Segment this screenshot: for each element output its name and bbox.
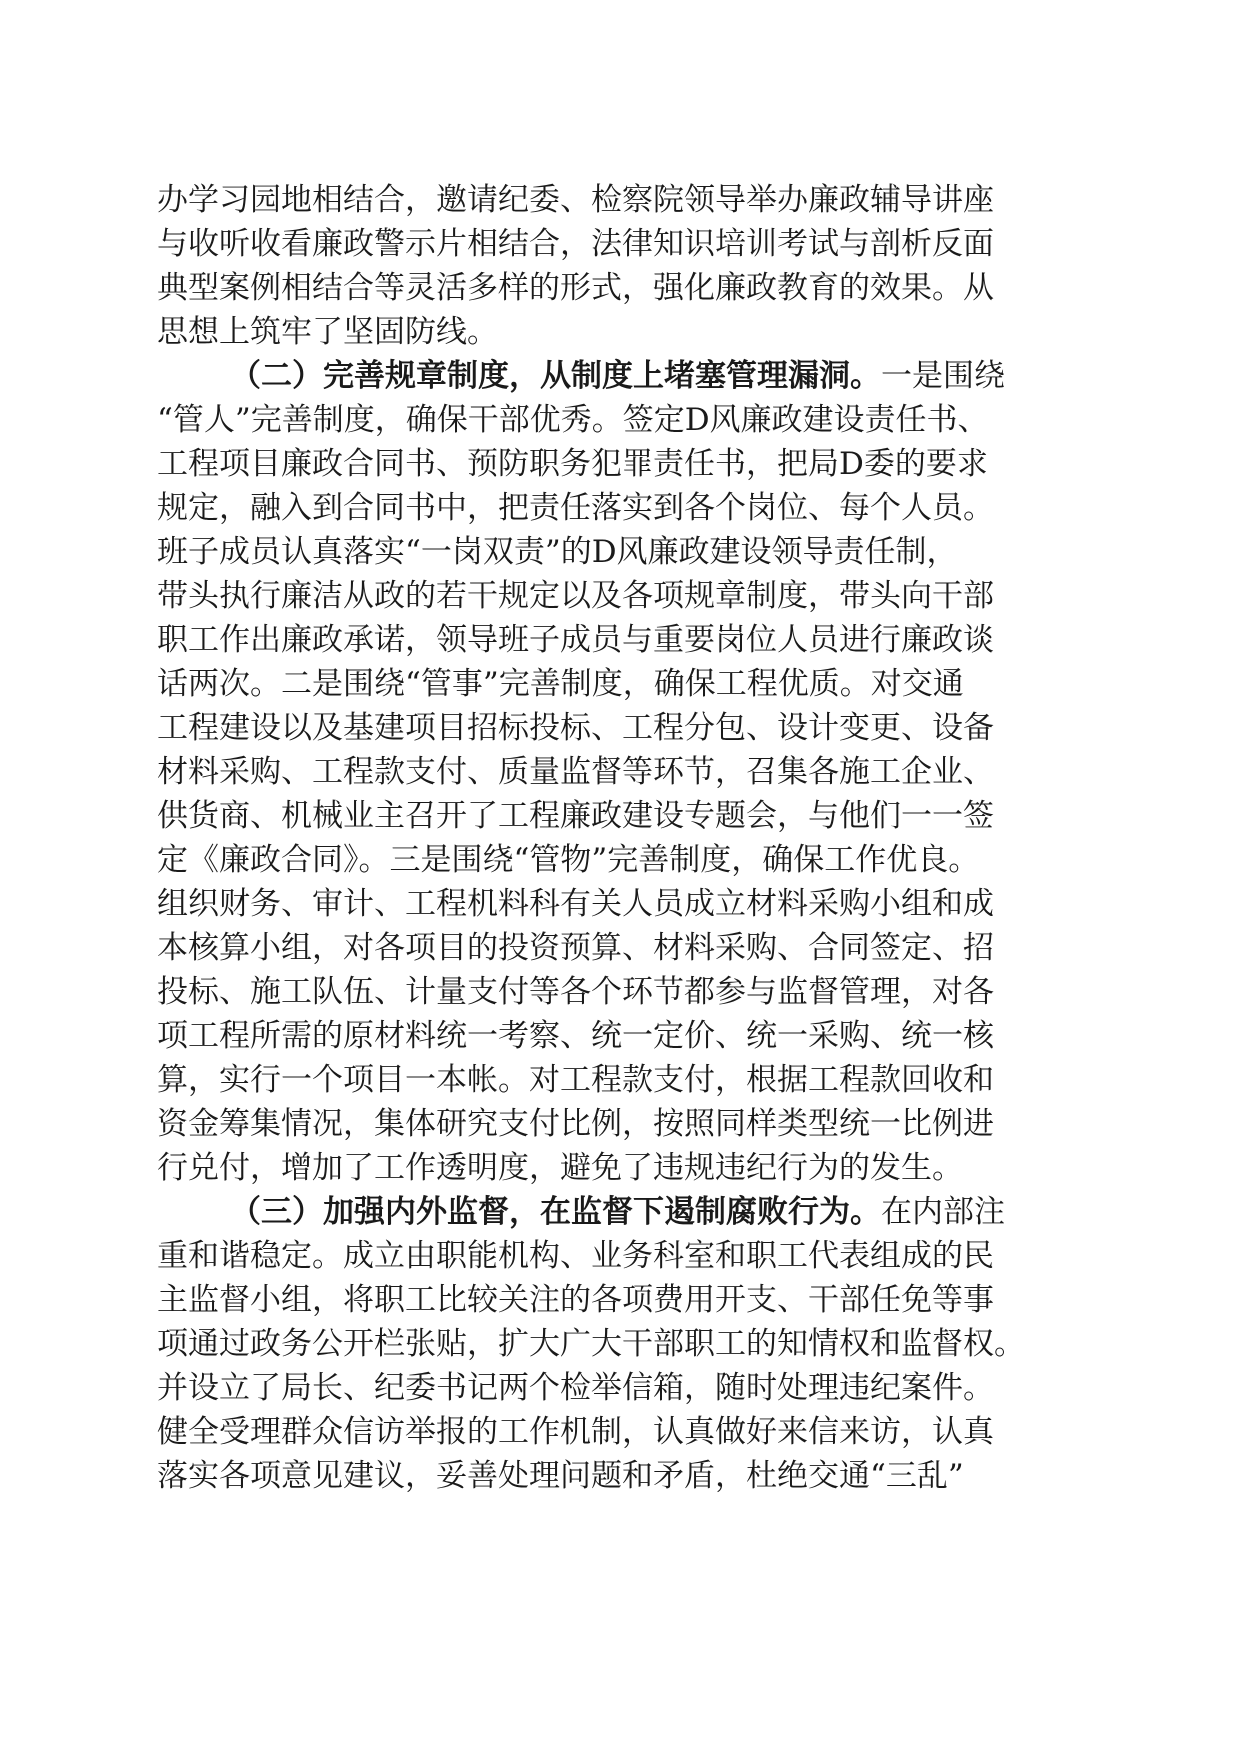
text-line: 并设立了局长、纪委书记两个检举信箱，随时处理违纪案件。: [157, 1370, 994, 1406]
text-line: 材料采购、工程款支付、质量监督等环节，召集各施工企业、: [157, 754, 994, 790]
section-2-heading: （二）完善规章制度，从制度上堵塞管理漏洞。: [230, 358, 881, 394]
text-line: 思想上筑牢了坚固防线。: [157, 314, 498, 350]
text-line: 项通过政务公开栏张贴，扩大广大干部职工的知情权和监督权。: [157, 1326, 1025, 1362]
section-2-text: 一是围绕: [881, 358, 1005, 394]
text-line: 工程项目廉政合同书、预防职务犯罪责任书，把局D委的要求: [157, 446, 988, 482]
section-3-text: 在内部注: [881, 1194, 1005, 1230]
text-line: 供货商、机械业主召开了工程廉政建设专题会，与他们一一签: [157, 798, 994, 834]
text-line: 职工作出廉政承诺，领导班子成员与重要岗位人员进行廉政谈: [157, 622, 994, 658]
text-line: 投标、施工队伍、计量支付等各个环节都参与监督管理，对各: [157, 974, 994, 1010]
text-line: 健全受理群众信访举报的工作机制，认真做好来信来访，认真: [157, 1414, 994, 1450]
section-3-first-line: [230, 1194, 1005, 1230]
text-line: 行兑付，增加了工作透明度，避免了违规违纪行为的发生。: [157, 1150, 963, 1186]
text-line: 办学习园地相结合，邀请纪委、检察院领导举办廉政辅导讲座: [157, 182, 994, 218]
text-line: 算，实行一个项目一本帐。对工程款支付，根据工程款回收和: [157, 1062, 994, 1098]
text-line: 规定，融入到合同书中，把责任落实到各个岗位、每个人员。: [157, 490, 994, 526]
text-line: 主监督小组，将职工比较关注的各项费用开支、干部任免等事: [157, 1282, 994, 1318]
section-2-first-line: [230, 358, 1005, 394]
text-line: 定《廉政合同》。三是围绕“管物”完善制度，确保工作优良。: [157, 842, 980, 878]
text-line: 本核算小组，对各项目的投资预算、材料采购、合同签定、招: [157, 930, 994, 966]
text-line: “管人”完善制度，确保干部优秀。签定D风廉政建设责任书、: [157, 402, 989, 438]
text-line: 项工程所需的原材料统一考察、统一定价、统一采购、统一核: [157, 1018, 994, 1054]
text-line: 话两次。二是围绕“管事”完善制度，确保工程优质。对交通: [157, 666, 964, 702]
text-line: 资金筹集情况，集体研究支付比例，按照同样类型统一比例进: [157, 1106, 994, 1142]
text-line: 落实各项意见建议，妥善处理问题和矛盾，杜绝交通“三乱”: [157, 1458, 964, 1494]
text-line: 重和谐稳定。成立由职能机构、业务科室和职工代表组成的民: [157, 1238, 994, 1274]
text-line: 组织财务、审计、工程机料科有关人员成立材料采购小组和成: [157, 886, 994, 922]
text-line: 班子成员认真落实“一岗双责”的D风廉政建设领导责任制，: [157, 534, 958, 570]
text-line: 工程建设以及基建项目招标投标、工程分包、设计变更、设备: [157, 710, 994, 746]
text-line: 与收听收看廉政警示片相结合，法律知识培训考试与剖析反面: [157, 226, 994, 262]
section-3-heading: （三）加强内外监督，在监督下遏制腐败行为。: [230, 1194, 881, 1230]
text-line: 带头执行廉洁从政的若干规定以及各项规章制度，带头向干部: [157, 578, 994, 614]
text-line: 典型案例相结合等灵活多样的形式，强化廉政教育的效果。从: [157, 270, 994, 306]
